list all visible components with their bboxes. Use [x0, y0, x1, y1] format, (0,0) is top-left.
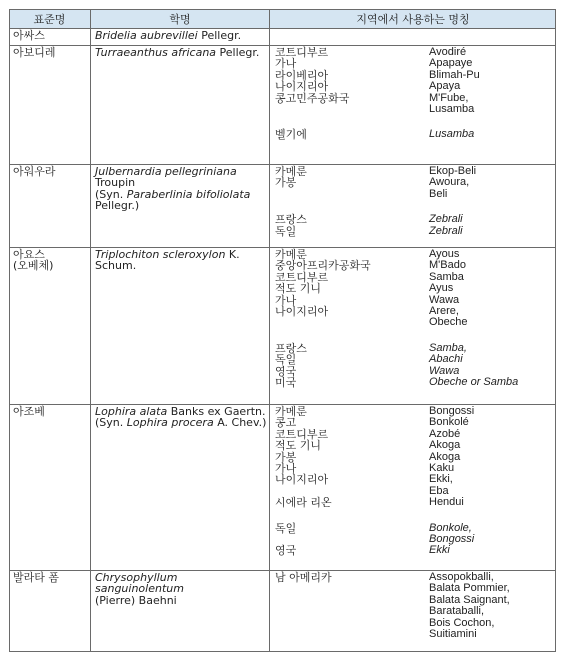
local-name: Bonkole,	[429, 521, 472, 534]
local-name: Obeche or Samba	[429, 376, 519, 388]
local-name: Akoga	[429, 439, 461, 452]
region-name: 적도 기니	[275, 282, 322, 296]
region-name: 시에라 리온	[275, 496, 332, 510]
local-name: Kaku	[429, 462, 455, 474]
scientific-name-text: K. Schum.	[95, 248, 240, 273]
local-name: Bongossi	[429, 405, 475, 417]
region-name: 카메룬	[275, 248, 307, 261]
region-name: 영국	[275, 364, 297, 378]
table-border-top	[9, 9, 556, 10]
local-name: Ekki	[429, 544, 450, 557]
local-name: Ayous	[429, 248, 460, 260]
local-name: Zebrali	[429, 224, 463, 237]
region-name: 벨기에	[275, 128, 307, 142]
table-border-left	[9, 9, 10, 652]
local-name: Avodiré	[429, 46, 467, 58]
local-name: M'Fube,	[429, 91, 469, 104]
table-border-right	[555, 9, 556, 652]
local-name: Beli	[429, 187, 448, 200]
local-name: Wawa	[429, 364, 460, 377]
local-name: Arere,	[429, 305, 459, 317]
local-name: Assopokballi,	[429, 571, 494, 583]
region-name: 가봉	[275, 450, 297, 464]
local-name: Barataballi,	[429, 605, 485, 618]
region-name: 독일	[275, 353, 297, 367]
standard-name: 아보디레	[13, 46, 56, 59]
scientific-name-text: Pellegr.	[216, 46, 260, 59]
column-divider	[90, 9, 91, 652]
local-name: Bongossi	[429, 533, 475, 545]
header-standard-name	[9, 9, 90, 28]
local-name: Wawa	[429, 293, 460, 306]
standard-name: 아워우라	[13, 165, 56, 178]
header-local-names-text: 지역에서 사용하는 명칭	[356, 12, 470, 26]
scientific-name	[95, 249, 267, 272]
local-name: Bonkolé	[429, 416, 469, 429]
header-scientific-name-text: 학명	[169, 12, 191, 26]
standard-name: 아싸스	[13, 29, 45, 42]
local-name: Obeche	[429, 316, 468, 329]
scientific-name-italic: Paraberlinia bifoliolata	[126, 187, 251, 201]
region-name: 카메룬	[275, 165, 307, 178]
standard-name: 아요스 (오베체)	[13, 248, 54, 273]
region-name: 가나	[275, 293, 297, 307]
scientific-name-text: Pellegr.	[197, 29, 242, 42]
scientific-name-italic: Bridelia aubrevillei	[95, 29, 198, 42]
header-divider	[9, 28, 556, 29]
region-name: 가봉	[275, 176, 297, 190]
local-name: M'Bado	[429, 259, 466, 272]
local-name: Hendui	[429, 496, 464, 509]
local-name: Balata Pommier,	[429, 582, 510, 595]
region-name: 카메룬	[275, 405, 307, 418]
region-name: 독일	[275, 521, 297, 535]
header-scientific-name	[91, 9, 269, 28]
scientific-name-italic: Lophira procera	[126, 416, 214, 430]
local-name: Eba	[429, 484, 449, 497]
region-name: 영국	[275, 544, 297, 558]
column-divider	[269, 9, 270, 652]
local-name: Abachi	[429, 353, 463, 366]
scientific-name-text: Banks ex Gaertn. (Syn.	[95, 405, 266, 430]
region-name: 코트디부르	[275, 270, 329, 284]
scientific-name-text: Pellegr.)	[95, 199, 140, 213]
wood-names-table	[9, 9, 556, 652]
scientific-name	[95, 406, 267, 429]
local-name: Bois Cochon,	[429, 616, 495, 629]
local-name: Apaya	[429, 80, 461, 93]
region-name: 콩고민주공화국	[275, 91, 350, 105]
local-name: Suitiamini	[429, 628, 477, 640]
region-name: 미국	[275, 376, 297, 389]
region-name: 가나	[275, 57, 297, 71]
local-name: Ekki,	[429, 473, 453, 486]
scientific-name	[95, 166, 267, 212]
region-name: 가나	[275, 462, 297, 475]
region-name: 적도 기니	[275, 439, 322, 453]
region-name: 라이베리아	[275, 68, 329, 82]
local-name: Blimah-Pu	[429, 68, 480, 81]
local-name: Samba	[429, 270, 464, 283]
region-name: 나이지리아	[275, 305, 329, 318]
scientific-name	[95, 572, 267, 606]
region-name: 중앙아프리카공화국	[275, 259, 371, 273]
scientific-name-italic: Triplochiton scleroxylon	[95, 248, 226, 261]
local-name: Zebrali	[429, 213, 463, 226]
scientific-name-text: A. Chev.)	[213, 416, 267, 430]
table-border-bottom	[9, 651, 556, 652]
region-name: 나이지리아	[275, 473, 329, 487]
standard-name: 발라타 폼	[13, 571, 60, 584]
region-name: 나이지리아	[275, 80, 329, 94]
scientific-name-italic: Lophira alata	[95, 405, 168, 418]
scientific-name	[95, 30, 267, 41]
header-standard-name-text: 표준명	[33, 12, 66, 26]
local-name: Awoura,	[429, 176, 470, 189]
scientific-name-italic: Turraeanthus africana	[95, 46, 217, 59]
local-name: Lusamba	[429, 103, 475, 115]
local-name: Ayus	[429, 282, 454, 295]
region-name: 독일	[275, 224, 297, 238]
region-name: 프랑스	[275, 341, 307, 355]
local-name: Azobé	[429, 427, 461, 440]
local-name: Samba,	[429, 341, 467, 354]
local-name: Balata Saignant,	[429, 593, 510, 606]
header-local-names	[270, 9, 556, 28]
region-name: 코트디부르	[275, 427, 329, 441]
region-name: 프랑스	[275, 213, 307, 227]
scientific-name-italic: Julbernardia pellegriniana	[95, 165, 237, 178]
scientific-name-italic: Chrysophyllum sanguinolentum	[95, 571, 184, 596]
local-name: Lusamba	[429, 128, 475, 141]
scientific-name-text: (Pierre) Baehni	[95, 593, 177, 607]
local-name: Akoga	[429, 450, 461, 463]
local-name: Ekop-Beli	[429, 165, 477, 177]
local-name: Apapaye	[429, 57, 473, 70]
region-name: 코트디부르	[275, 46, 329, 59]
region-name: 남 아메리카	[275, 571, 332, 584]
scientific-name-text: Troupin (Syn.	[95, 176, 136, 201]
scientific-name	[95, 47, 267, 58]
standard-name: 아조베	[13, 405, 45, 418]
region-name: 콩고	[275, 416, 297, 430]
